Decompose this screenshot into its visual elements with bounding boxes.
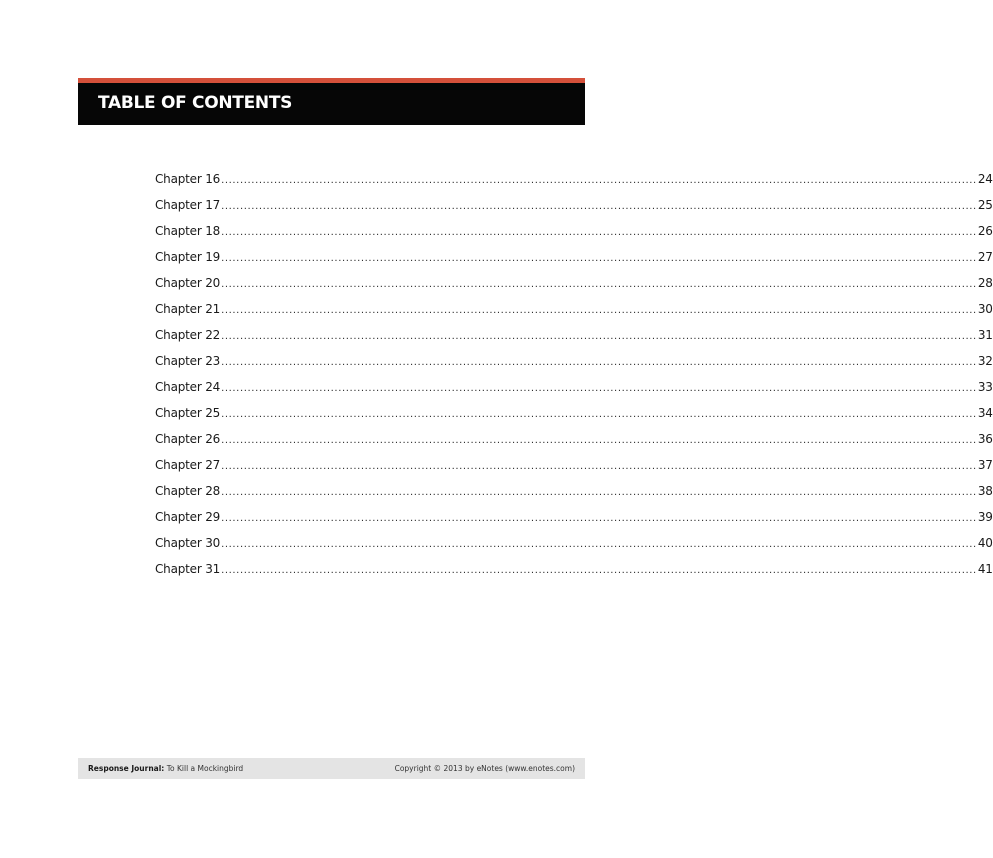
- dot-leader: ........................................................................................................................................................................................................: [221, 383, 977, 394]
- dot-leader: ........................................................................................................................................................................................................: [221, 279, 977, 290]
- dot-leader: ........................................................................................................................................................................................................: [221, 305, 977, 316]
- toc-entry-page: 36: [977, 432, 993, 446]
- toc-entry[interactable]: [155, 328, 993, 354]
- toc-entry-label: Chapter 20: [155, 276, 221, 290]
- toc-entry[interactable]: [155, 536, 993, 562]
- toc-entry-label: Chapter 27: [155, 458, 221, 472]
- toc-entry-label: Chapter 16: [155, 172, 221, 186]
- dot-leader: ........................................................................................................................................................................................................: [221, 565, 977, 576]
- toc-entry-page: 37: [977, 458, 993, 472]
- toc-entry[interactable]: [155, 302, 993, 328]
- toc-entry-page: 28: [977, 276, 993, 290]
- toc-entry-label: Chapter 19: [155, 250, 221, 264]
- footer-copyright: Copyright © 2013 by eNotes (www.enotes.com): [394, 764, 575, 773]
- toc-entry-page: 33: [977, 380, 993, 394]
- dot-leader: ........................................................................................................................................................................................................: [221, 461, 977, 472]
- dot-leader: ........................................................................................................................................................................................................: [221, 487, 977, 498]
- toc-entry-page: 26: [977, 224, 993, 238]
- toc-entry-label: Chapter 31: [155, 562, 221, 576]
- toc-entry[interactable]: [155, 172, 993, 198]
- dot-leader: ........................................................................................................................................................................................................: [221, 357, 977, 368]
- toc-entry[interactable]: [155, 484, 993, 510]
- toc-entry-page: 32: [977, 354, 993, 368]
- toc-entry[interactable]: [155, 406, 993, 432]
- toc-entry-label: Chapter 25: [155, 406, 221, 420]
- toc-entry[interactable]: [155, 432, 993, 458]
- toc-entry-page: 40: [977, 536, 993, 550]
- toc-entry[interactable]: [155, 562, 993, 588]
- dot-leader: ........................................................................................................................................................................................................: [221, 227, 977, 238]
- toc-entry[interactable]: [155, 250, 993, 276]
- dot-leader: ........................................................................................................................................................................................................: [221, 409, 977, 420]
- toc-entry-page: 31: [977, 328, 993, 342]
- toc-entry-label: Chapter 24: [155, 380, 221, 394]
- toc-entry-page: 27: [977, 250, 993, 264]
- toc-entry-label: Chapter 23: [155, 354, 221, 368]
- dot-leader: ........................................................................................................................................................................................................: [221, 175, 977, 186]
- toc-entry-label: Chapter 22: [155, 328, 221, 342]
- dot-leader: ........................................................................................................................................................................................................: [221, 539, 977, 550]
- dot-leader: ........................................................................................................................................................................................................: [221, 253, 977, 264]
- toc-entry-label: Chapter 28: [155, 484, 221, 498]
- toc-entry-label: Chapter 18: [155, 224, 221, 238]
- table-of-contents: [155, 172, 993, 588]
- dot-leader: ........................................................................................................................................................................................................: [221, 513, 977, 524]
- toc-entry-page: 39: [977, 510, 993, 524]
- toc-entry-label: Chapter 21: [155, 302, 221, 316]
- footer-book-title: To Kill a Mockingbird: [166, 764, 244, 773]
- page-title: TABLE OF CONTENTS: [98, 93, 293, 113]
- toc-entry[interactable]: [155, 380, 993, 406]
- page-footer: [78, 758, 585, 779]
- toc-entry-label: Chapter 17: [155, 198, 221, 212]
- toc-entry-page: 24: [977, 172, 993, 186]
- toc-entry[interactable]: [155, 224, 993, 250]
- toc-entry-label: Chapter 29: [155, 510, 221, 524]
- dot-leader: ........................................................................................................................................................................................................: [221, 201, 977, 212]
- toc-entry[interactable]: [155, 276, 993, 302]
- toc-entry-label: Chapter 30: [155, 536, 221, 550]
- toc-entry[interactable]: [155, 458, 993, 484]
- toc-entry[interactable]: [155, 198, 993, 224]
- toc-entry-page: 25: [977, 198, 993, 212]
- dot-leader: ........................................................................................................................................................................................................: [221, 331, 977, 342]
- footer-journal-title: [88, 764, 243, 773]
- toc-entry-label: Chapter 26: [155, 432, 221, 446]
- toc-entry[interactable]: [155, 510, 993, 536]
- footer-journal-label: Response Journal:: [88, 764, 165, 773]
- toc-entry-page: 41: [977, 562, 993, 576]
- dot-leader: ........................................................................................................................................................................................................: [221, 435, 977, 446]
- toc-entry-page: 34: [977, 406, 993, 420]
- toc-entry-page: 30: [977, 302, 993, 316]
- toc-entry-page: 38: [977, 484, 993, 498]
- header-bar: [78, 83, 585, 125]
- toc-entry[interactable]: [155, 354, 993, 380]
